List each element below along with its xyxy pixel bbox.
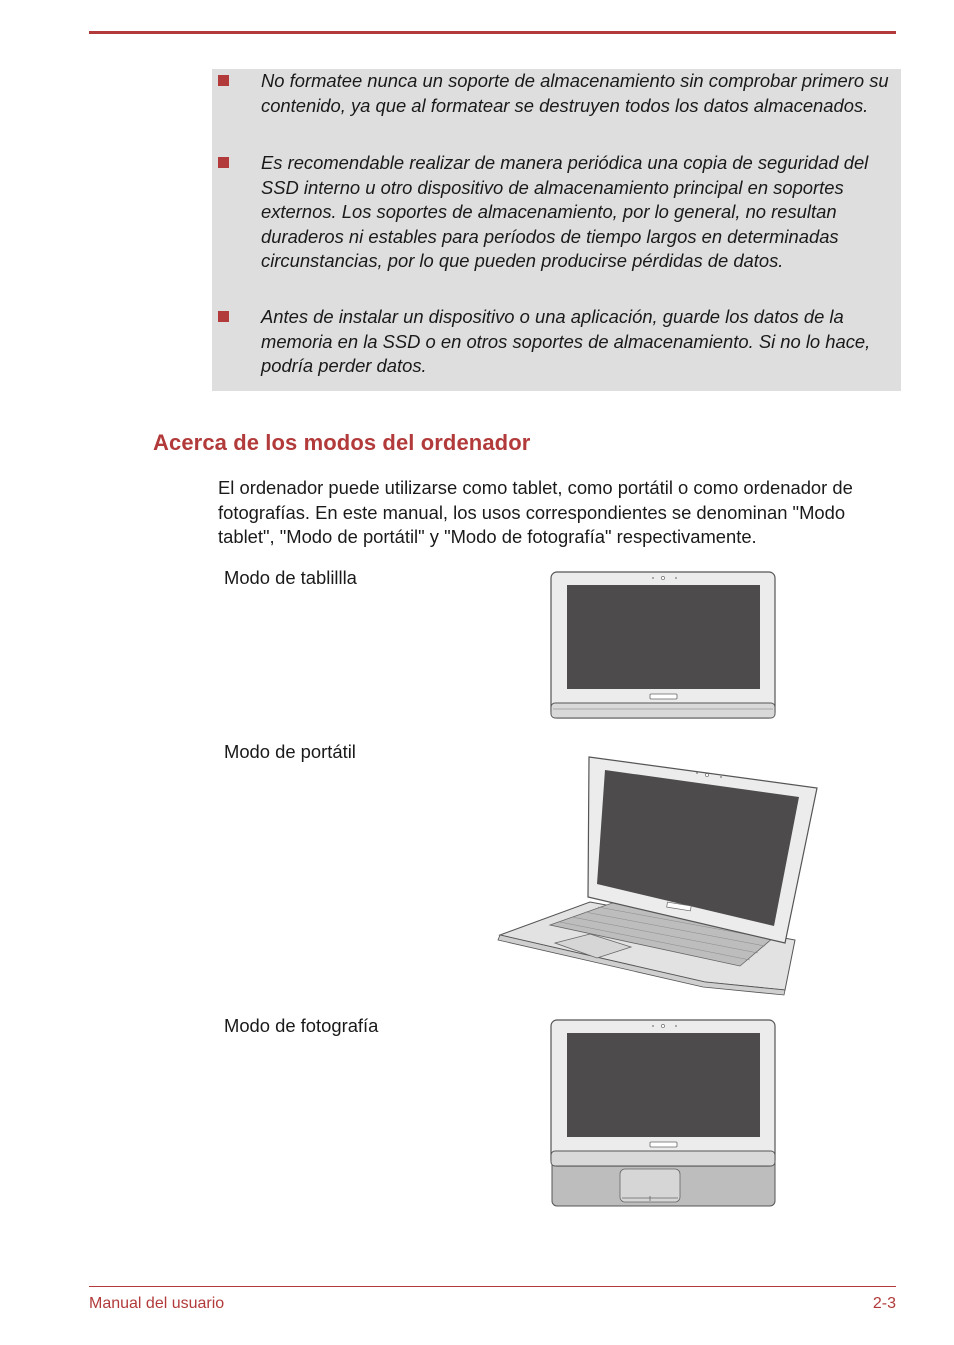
section-heading: Acerca de los modos del ordenador (153, 430, 531, 455)
laptop-mode-illustration (495, 754, 825, 996)
bullet-square-icon (218, 311, 229, 322)
footer-title: Manual del usuario (89, 1295, 225, 1312)
mode-label-laptop: Modo de portátil (224, 741, 356, 762)
section-paragraph: El ordenador puede utilizarse como tablet, como portátil o como ordenador de fotografías. En este manual, los usos correspondientes se denominan "Modo tablet", "Modo de portátil" y "Modo de fotografía" respectivamente. (218, 477, 853, 547)
note-text: Es recomendable realizar de manera periódica una copia de seguridad del SSD interno u otro dispositivo de almacenamiento principal en soportes externos. Los soportes de almacenamiento, por lo general, no resultan duraderos ni estables para períodos de tiempo largos en determinadas circunstancias, por lo que pueden producirse pérdidas de datos. (261, 152, 869, 271)
mode-label-photo: Modo de fotografía (224, 1015, 379, 1036)
bullet-square-icon (218, 157, 229, 168)
page-number: 2-3 (872, 1295, 896, 1312)
note-text: No formatee nunca un soporte de almacenamiento sin comprobar primero su contenido, ya que al formatear se destruyen todos los datos almacenados. (261, 70, 889, 116)
note-text: Antes de instalar un dispositivo o una aplicación, guarde los datos de la memoria en la SSD o en otros soportes de almacenamiento. Si no lo hace, podría perder datos. (261, 306, 871, 376)
mode-label-tablet: Modo de tablillla (224, 567, 357, 588)
photo-mode-illustration (548, 1018, 780, 1210)
note-box (212, 69, 901, 391)
bullet-square-icon (218, 75, 229, 86)
header-rule (89, 31, 896, 34)
tablet-mode-illustration (548, 570, 780, 722)
footer-rule (89, 1286, 896, 1287)
